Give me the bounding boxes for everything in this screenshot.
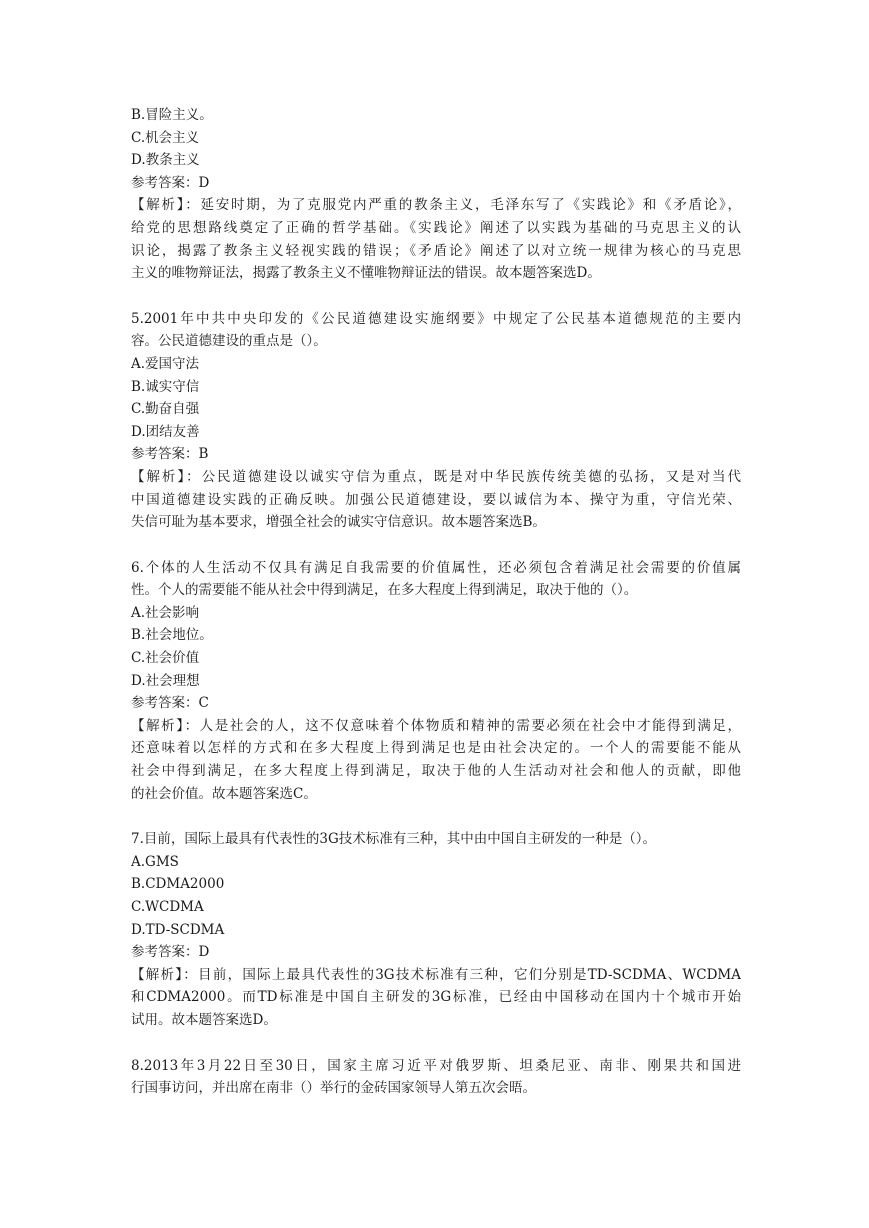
- q7-option-c: C.WCDMA: [131, 899, 204, 915]
- q4-option-b: B.冒险主义。: [131, 107, 213, 123]
- q4-analysis-line: 【解析】：延安时期，为了克服党内严重的教条主义，毛泽东写了《实践论》和《矛盾论》，: [131, 197, 741, 214]
- q5-answer: 参考答案：B: [131, 446, 209, 463]
- q5-option-c: C.勤奋自强: [131, 401, 200, 418]
- q4-analysis-line: 主义的唯物辩证法，揭露了教条主义不懂唯物辩证法的错误。故本题答案选D。: [131, 265, 601, 282]
- q6-option-a: A.社会影响: [131, 604, 200, 621]
- q5-analysis-line: 失信可耻为基本要求，增强全社会的诚实守信意识。故本题答案选B。: [131, 514, 546, 531]
- q6-answer: 参考答案：C: [131, 695, 209, 712]
- q6-stem-line: 性。个人的需要能不能从社会中得到满足，在多大程度上得到满足，取决于他的（）。: [131, 582, 638, 599]
- q6-analysis-line: 的社会价值。故本题答案选C。: [131, 785, 317, 802]
- q4-answer: 参考答案：D: [131, 174, 210, 191]
- q6-option-b: B.社会地位。: [131, 627, 213, 644]
- q4-option-d: D.教条主义: [131, 152, 200, 169]
- q6-analysis-line: 社会中得到满足，在多大程度上得到满足，取决于他的人生活动对社会和他人的贡献，即他: [131, 763, 741, 780]
- q7-analysis-line: 和CDMA2000。而TD标准是中国自主研发的3G标准，已经由中国移动在国内十个城市开始: [131, 989, 741, 1006]
- q7-analysis-line: 试用。故本题答案选D。: [131, 1011, 277, 1028]
- q7-answer: 参考答案：D: [131, 944, 210, 961]
- q5-stem-line: 5.2001年中共中央印发的《公民道德建设实施纲要》中规定了公民基本道德规范的主要内: [131, 310, 741, 327]
- page-content: [131, 104, 741, 1100]
- q6-analysis-line: 【解析】：人是社会的人，这不仅意味着个体物质和精神的需要必须在社会中才能得到满足，: [131, 717, 741, 734]
- q4-option-c: C.机会主义: [131, 129, 200, 146]
- q5-option-d: D.团结友善: [131, 423, 200, 440]
- q7-option-b: B.CDMA2000: [131, 876, 225, 893]
- q7-option-a: A.GMS: [131, 853, 179, 870]
- q6-option-c: C.社会价值: [131, 650, 200, 667]
- q8-stem-line: 8.2013年3月22日至30日，国家主席习近平对俄罗斯、坦桑尼亚、南非、刚果共和国进: [131, 1057, 741, 1074]
- q5-analysis-line: 中国道德建设实践的正确反映。加强公民道德建设，要以诚信为本、操守为重，守信光荣、: [131, 491, 741, 508]
- q6-analysis-line: 还意味着以怎样的方式和在多大程度上得到满足也是由社会决定的。一个人的需要能不能从: [131, 740, 741, 757]
- q5-stem-line: 容。公民道德建设的重点是（）。: [131, 333, 327, 350]
- q4-analysis-line: 给党的思想路线奠定了正确的哲学基础。《实践论》阐述了以实践为基础的马克思主义的认: [131, 219, 741, 236]
- q8-stem-line: 行国事访问，并出席在南非（）举行的金砖国家领导人第五次会晤。: [131, 1080, 536, 1097]
- q7-analysis-line: 【解析】：目前，国际上最具代表性的3G技术标准有三种，它们分别是TD-SCDMA、WCDMA: [131, 966, 741, 983]
- q5-analysis-line: 【解析】：公民道德建设以诚实守信为重点，既是对中华民族传统美德的弘扬，又是对当代: [131, 468, 741, 485]
- q6-stem-line: 6.个体的人生活动不仅具有满足自我需要的价值属性，还必须包含着满足社会需要的价值属: [131, 559, 741, 576]
- q7-option-d: D.TD-SCDMA: [131, 921, 225, 938]
- q5-option-a: A.爱国守法: [131, 355, 200, 372]
- q4-analysis-line: 识论，揭露了教条主义轻视实践的错误；《矛盾论》阐述了以对立统一规律为核心的马克思: [131, 242, 741, 259]
- q6-option-d: D.社会理想: [131, 672, 200, 689]
- q7-stem-line: 7.目前，国际上最具有代表性的3G技术标准有三种，其中由中国自主研发的一种是（）。: [131, 831, 657, 848]
- q5-option-b: B.诚实守信: [131, 378, 200, 395]
